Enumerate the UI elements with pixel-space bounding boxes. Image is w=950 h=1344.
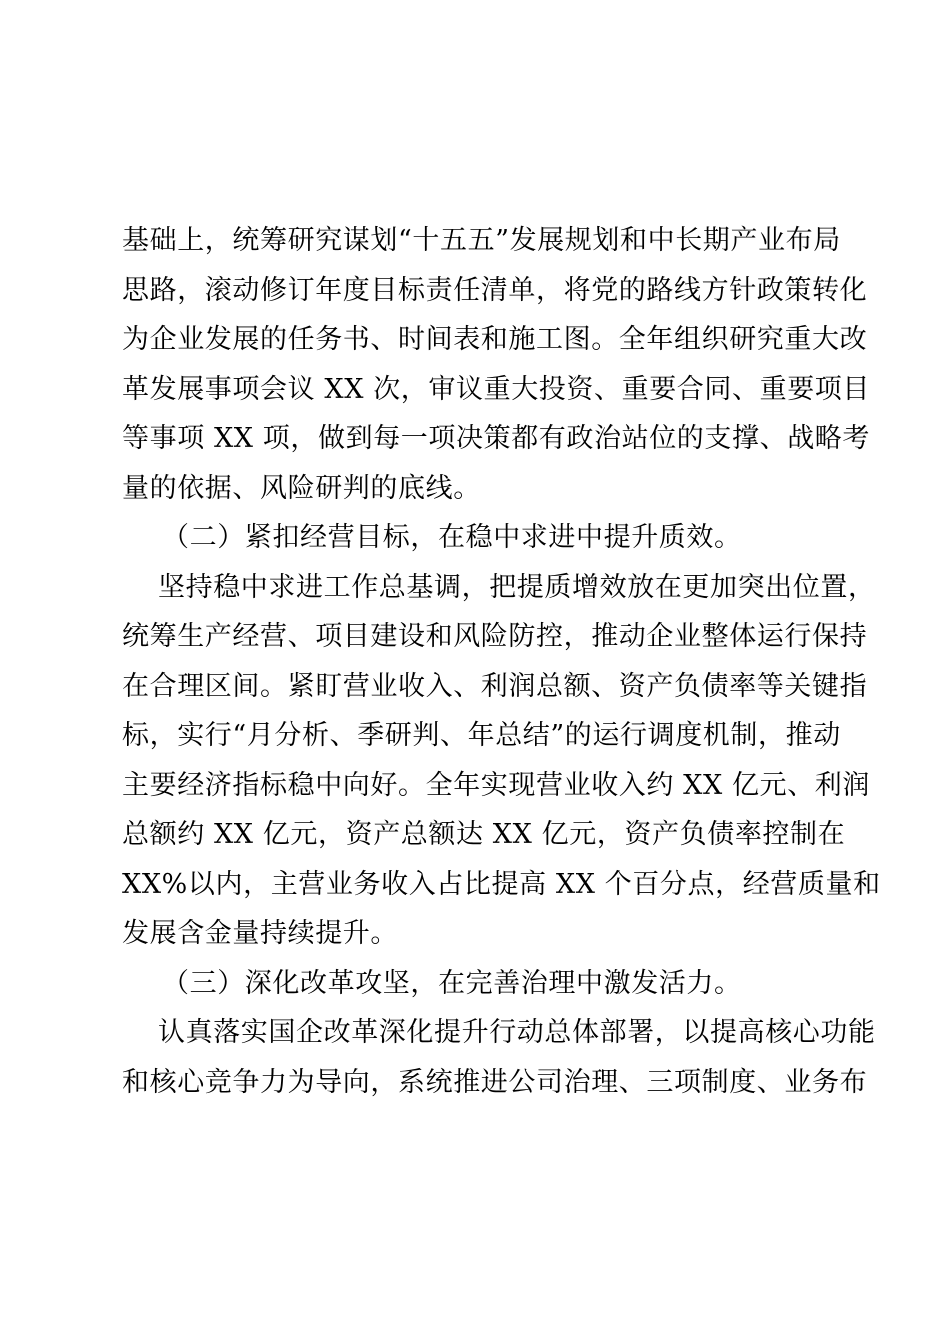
paragraph-line: 在合理区间。紧盯营业收入、利润总额、资产负债率等关键指 [122,670,868,702]
paragraph-line: 基础上，统筹研究谋划“十五五”发展规划和中长期产业布局 [122,225,841,256]
paragraph-line: 为企业发展的任务书、时间表和施工图。全年组织研究重大改 [122,324,868,355]
paragraph-line: 等事项 XX 项，做到每一项决策都有政治站位的支撑、战略考 [122,423,871,454]
paragraph-line: 发展含金量持续提升。 [122,918,398,949]
paragraph-line: XX%以内，主营业务收入占比提高 XX 个百分点，经营质量和 [122,868,881,900]
paragraph-line: 主要经济指标稳中向好。全年实现营业收入约 XX 亿元、利润 [122,769,871,801]
paragraph-line: 认真落实国企改革深化提升行动总体部署，以提高核心功能 [158,1017,876,1048]
document-body [122,216,881,1107]
paragraph-line: 统筹生产经营、项目建设和风险防控，推动企业整体运行保持 [122,621,868,652]
paragraph-line: 量的依据、风险研判的底线。 [122,472,481,504]
section-heading: （三）深化改革攻坚，在完善治理中激发活力。 [162,967,742,999]
paragraph-line: 坚持稳中求进工作总基调，把提质增效放在更加突出位置， [158,571,876,603]
paragraph-line: 标，实行“月分析、季研判、年总结”的运行调度机制，推动 [122,720,841,751]
paragraph-line: 和核心竞争力为导向，系统推进公司治理、三项制度、业务布 [122,1066,868,1098]
paragraph-line: 革发展事项会议 XX 次，审议重大投资、重要合同、重要项目 [122,373,871,405]
section-heading: （二）紧扣经营目标，在稳中求进中提升质效。 [162,522,742,553]
paragraph-line: 总额约 XX 亿元，资产总额达 XX 亿元，资产负债率控制在 [122,819,846,850]
paragraph-line: 思路，滚动修订年度目标责任清单，将党的路线方针政策转化 [122,274,868,306]
